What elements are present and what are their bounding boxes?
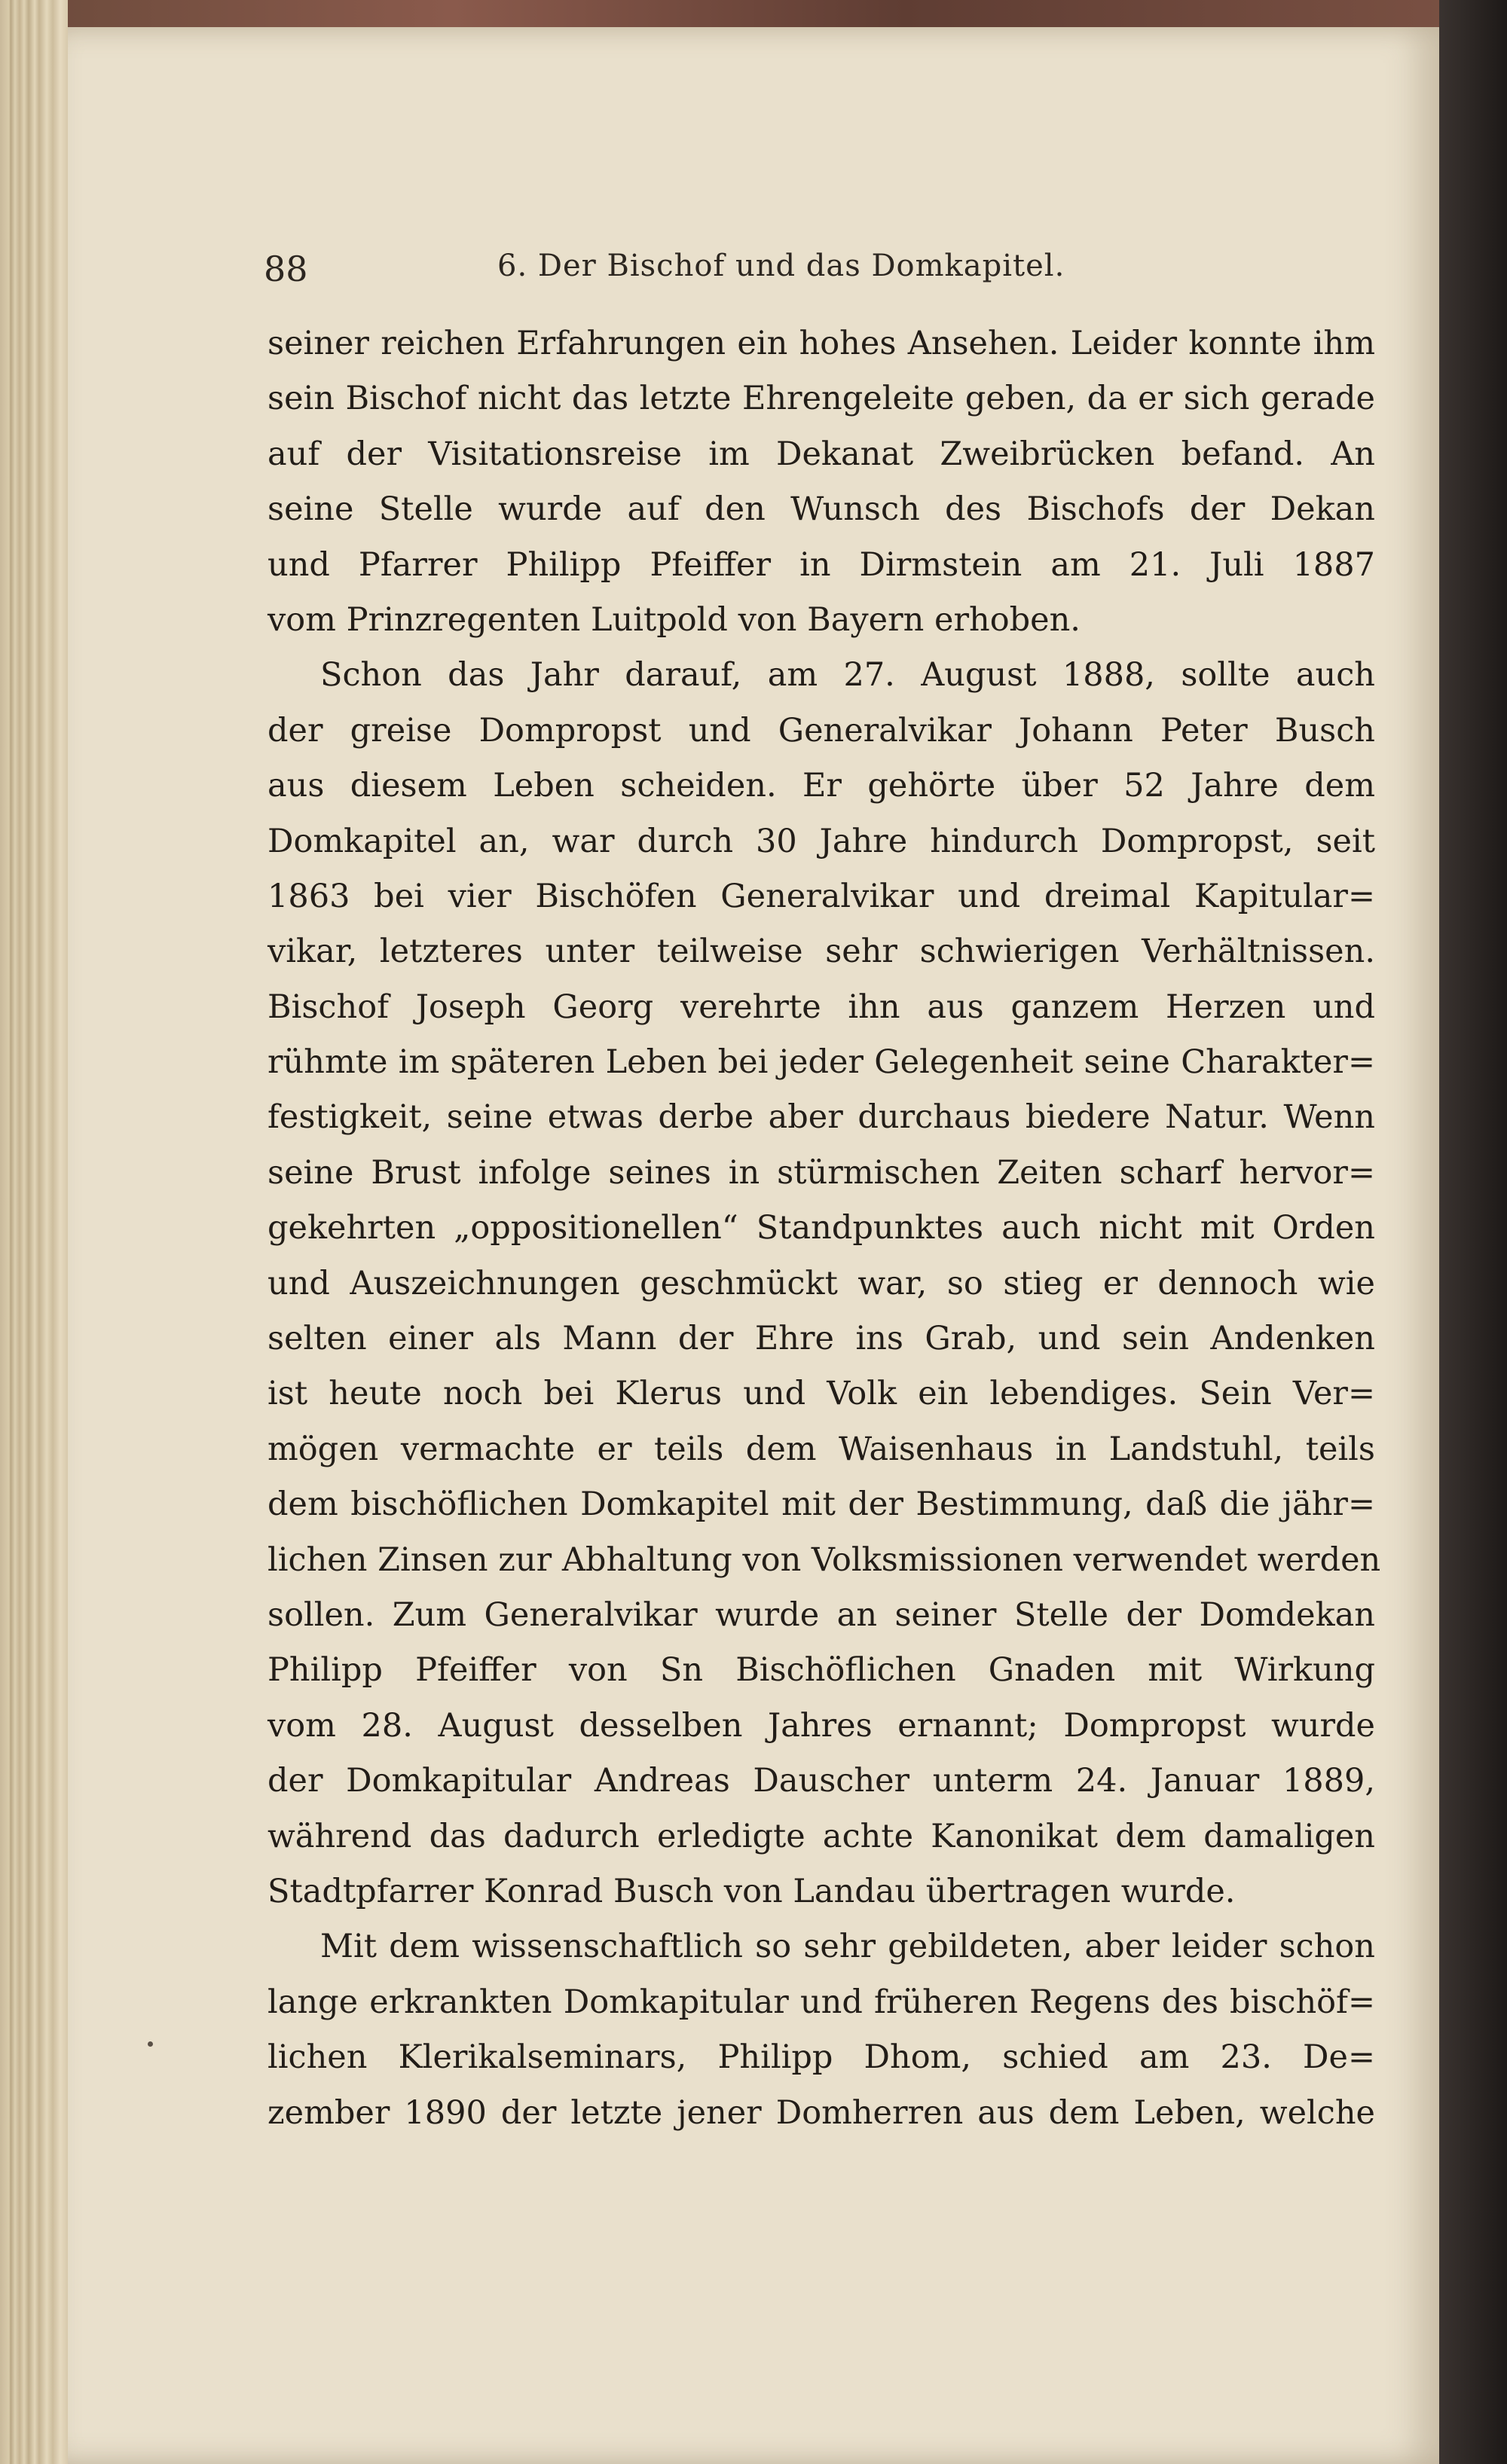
text-line: und Auszeichnungen geschmückt war, so stieg er dennoch wie [267,1264,1375,1302]
text-line: zember 1890 der letzte jener Domherren aus dem Leben, welche [267,2093,1375,2132]
text-line: seiner reichen Erfahrungen ein hohes Ansehen. Leider konnte ihm [267,325,1375,362]
text-line: Domkapitel an, war durch 30 Jahre hindurch Dompropst, seit [267,822,1375,860]
body-text [267,316,1381,2141]
text-line: selten einer als Mann der Ehre ins Grab, und sein Andenken [267,1320,1375,1358]
text-line: aus diesem Leben scheiden. Er gehörte über 52 Jahre dem [267,767,1375,805]
text-line: und Pfarrer Philipp Pfeiffer in Dirmstein am 21. Juli 1887 [267,545,1375,584]
page-header [264,249,1334,294]
text-line: vom 28. August desselben Jahres ernannt; Dompropst wurde [267,1706,1375,1745]
text-line: Mit dem wissenschaftlich so sehr gebildeten, aber leider schon [320,1928,1375,1966]
book-page-edges [0,0,68,2464]
text-line: während das dadurch erledigte achte Kanonikat dem damaligen [267,1817,1375,1855]
text-line: seine Stelle wurde auf den Wunsch des Bischofs der Dekan [267,490,1375,529]
running-title: 6. Der Bischof und das Domkapitel. [497,249,1065,283]
text-line: rühmte im späteren Leben bei jeder Gelegenheit seine Charakter= [267,1043,1375,1082]
margin-mark [148,2041,153,2047]
text-line: der greise Dompropst und Generalvikar Johann Peter Busch [267,711,1375,750]
text-line: vom Prinzregenten Luitpold von Bayern erhoben. [267,600,1081,639]
text-line: lichen Klerikalseminars, Philipp Dhom, schied am 23. De= [267,2038,1375,2077]
text-line: vikar, letzteres unter teilweise sehr schwierigen Verhältnissen. [267,933,1375,971]
text-line: Schon das Jahr darauf, am 27. August 1888, sollte auch [320,656,1375,695]
text-line: dem bischöflichen Domkapitel mit der Bestimmung, daß die jähr= [267,1485,1375,1524]
text-line: mögen vermachte er teils dem Waisenhaus in Landstuhl, teils [267,1430,1375,1468]
text-line: der Domkapitular Andreas Dauscher unterm 24. Januar 1889, [267,1762,1375,1800]
text-line: Bischof Joseph Georg verehrte ihn aus ganzem Herzen und [267,988,1375,1026]
text-line: sein Bischof nicht das letzte Ehrengeleite geben, da er sich gerade [267,380,1375,418]
text-line: festigkeit, seine etwas derbe aber durchaus biedere Natur. Wenn [267,1098,1375,1137]
text-line: Philipp Pfeiffer von Sn Bischöflichen Gnaden mit Wirkung [267,1651,1375,1690]
book-top-edge [0,0,1507,30]
text-line: lange erkrankten Domkapitular und früheren Regens des bischöf= [267,1983,1375,2021]
text-line: auf der Visitationsreise im Dekanat Zweibrücken befand. An [267,435,1375,473]
text-line: sollen. Zum Generalvikar wurde an seiner Stelle der Domdekan [267,1595,1375,1634]
text-line: Stadtpfarrer Konrad Busch von Landau übertragen wurde. [267,1872,1236,1910]
text-line: ist heute noch bei Klerus und Volk ein lebendiges. Sein Ver= [267,1375,1375,1413]
text-line: 1863 bei vier Bischöfen Generalvikar und dreimal Kapitular= [267,877,1375,915]
book-spine-shadow [1439,0,1507,2464]
text-line: lichen Zinsen zur Abhaltung von Volksmissionen verwendet werden [267,1540,1381,1579]
text-line: gekehrten „oppositionellen“ Standpunktes auch nicht mit Orden [267,1209,1375,1247]
text-line: seine Brust infolge seines in stürmischen Zeiten scharf hervor= [267,1153,1375,1192]
page-number: 88 [264,249,308,289]
